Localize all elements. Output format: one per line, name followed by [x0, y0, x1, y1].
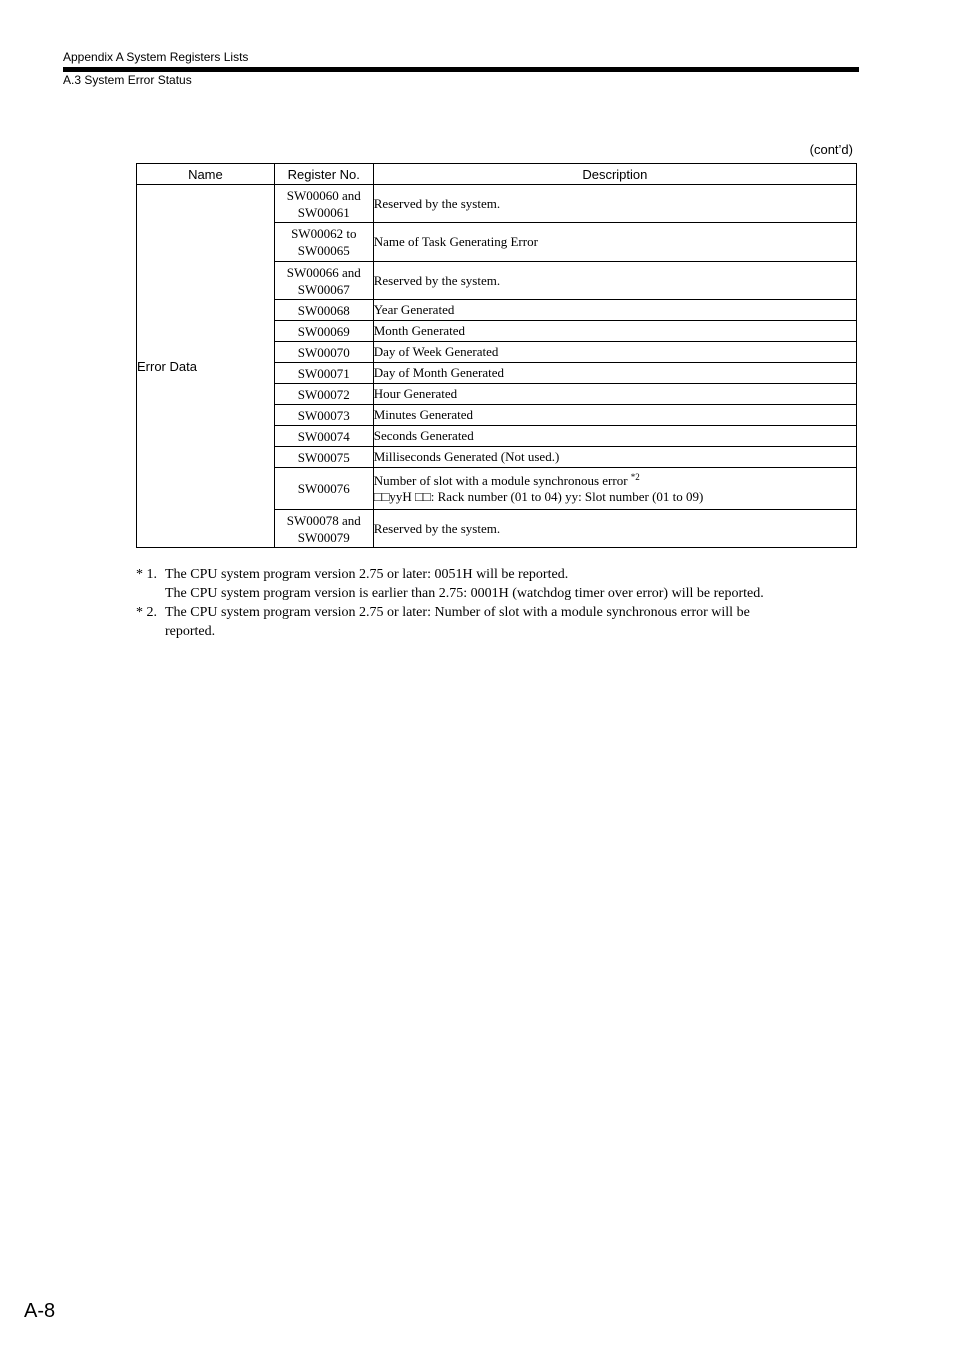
- table-row: [137, 185, 857, 223]
- register-cell: SW00076: [274, 468, 373, 510]
- register-line: SW00062 to: [291, 226, 357, 241]
- column-header-description: Description: [373, 164, 856, 185]
- footnote-mark: * 2.: [136, 605, 157, 620]
- register-line: SW00065: [297, 243, 350, 258]
- description-cell: Minutes Generated: [373, 405, 856, 426]
- register-cell: SW00068: [274, 300, 373, 321]
- running-header-chapter: Appendix A System Registers Lists: [63, 50, 249, 64]
- register-cell: SW00069: [274, 321, 373, 342]
- register-line: SW00078 and: [286, 512, 361, 528]
- register-cell: SW00073: [274, 405, 373, 426]
- register-line: SW00060 and: [286, 187, 361, 203]
- register-line: SW00079: [297, 529, 350, 545]
- register-line: SW00066 and: [286, 264, 361, 280]
- column-header-register: Register No.: [274, 164, 373, 185]
- continued-label: (cont’d): [809, 142, 853, 157]
- footnote-text: [165, 603, 750, 641]
- header-rule: [63, 67, 859, 72]
- description-line: □□yyH □□: Rack number (01 to 04) yy: Slot number (01 to 09): [373, 488, 704, 504]
- register-cell: SW00071: [274, 363, 373, 384]
- footnotes: [136, 565, 836, 641]
- register-cell: [274, 510, 373, 548]
- footnote-line: The CPU system program version 2.75 or later: 0051H will be reported.: [165, 567, 569, 582]
- footnote-ref: *2: [630, 471, 640, 482]
- footnote-text: [165, 565, 764, 603]
- footnote-line: reported.: [165, 624, 216, 639]
- register-cell: SW00075: [274, 447, 373, 468]
- running-header-section: A.3 System Error Status: [63, 73, 192, 87]
- description-cell: Day of Week Generated: [373, 342, 856, 363]
- register-line: SW00067: [297, 281, 350, 297]
- description-cell: Name of Task Generating Error: [373, 223, 856, 262]
- system-register-table: [136, 163, 857, 548]
- description-line: Number of slot with a module synchronous error: [373, 472, 628, 488]
- table-header-row: [137, 164, 857, 185]
- footnote-mark: * 1.: [136, 567, 157, 582]
- description-cell: Day of Month Generated: [373, 363, 856, 384]
- footnote-1: [136, 565, 836, 603]
- column-header-name: Name: [137, 164, 275, 185]
- description-cell: Reserved by the system.: [373, 262, 856, 300]
- footnote-2: [136, 603, 836, 641]
- description-cell: Reserved by the system.: [373, 185, 856, 223]
- footnote-line: The CPU system program version 2.75 or later: Number of slot with a module synchronous error will be: [165, 605, 750, 620]
- description-cell: Hour Generated: [373, 384, 856, 405]
- register-line: SW00061: [297, 204, 350, 220]
- description-cell: Reserved by the system.: [373, 510, 856, 548]
- description-cell: Milliseconds Generated (Not used.): [373, 447, 856, 468]
- page-number: A-8: [24, 1300, 56, 1322]
- description-cell: [373, 468, 856, 510]
- register-cell: [274, 262, 373, 300]
- description-cell: Month Generated: [373, 321, 856, 342]
- register-cell: [274, 223, 373, 262]
- footnote-line: The CPU system program version is earlier than 2.75: 0001H (watchdog timer over error) will be reported.: [165, 586, 764, 601]
- description-cell: Seconds Generated: [373, 426, 856, 447]
- register-cell: SW00072: [274, 384, 373, 405]
- register-cell: SW00074: [274, 426, 373, 447]
- register-cell: [274, 185, 373, 223]
- description-cell: Year Generated: [373, 300, 856, 321]
- group-name-cell: Error Data: [137, 185, 275, 548]
- register-cell: SW00070: [274, 342, 373, 363]
